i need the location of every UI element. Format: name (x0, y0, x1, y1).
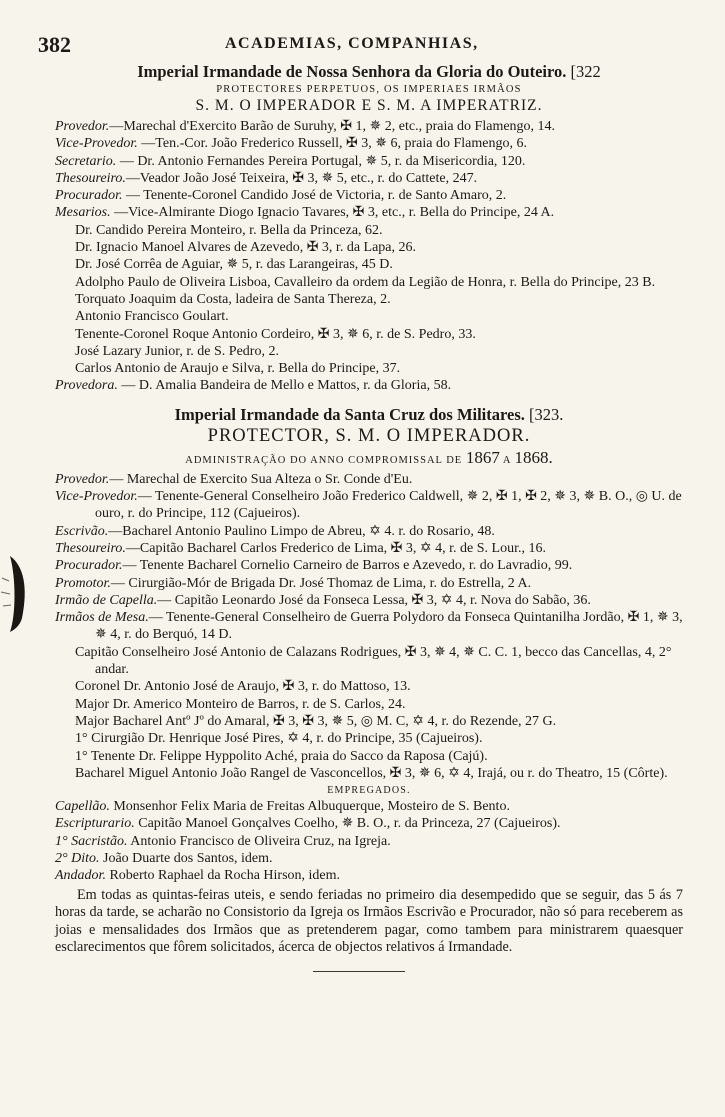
member-entry (55, 730, 683, 747)
entry-text: —Capitão Bacharel Carlos Frederico de Lima, ✠ 3, ✡ 4, r. de S. Lour., 16. (125, 540, 546, 556)
entry-text: —Vice-Almirante Diogo Ignacio Tavares, ✠ 3, etc., r. Bella do Principe, 24 A. (110, 205, 555, 221)
member-entry (55, 274, 683, 291)
employees-list (55, 798, 683, 884)
member-entry (55, 592, 683, 609)
entry-role: Thesoureiro. (55, 170, 126, 186)
entry-text: — Marechal de Exercito Sua Alteza o Sr. Conde d'Eu. (109, 471, 413, 487)
entry-text: Coronel Dr. Antonio José de Araujo, ✠ 3, r. do Mattoso, 13. (75, 679, 411, 695)
entry-text: João Duarte dos Santos, idem. (99, 850, 273, 866)
entry-text: Dr. Ignacio Manoel Alvares de Azevedo, ✠ 3, r. da Lapa, 26. (75, 240, 417, 256)
entry-text: —Ten.-Cor. João Frederico Russell, ✠ 3, ✵ 6, praia do Flamengo, 6. (137, 136, 527, 152)
entry-role: Secretario. (55, 153, 117, 169)
members-list (55, 471, 683, 782)
entry-text: — Tenente Bacharel Cornelio Carneiro de Barros e Azevedo, r. do Lavradio, 99. (122, 558, 573, 574)
entry-role: Promotor. (55, 575, 111, 591)
entry-text: — Tenente-General Conselheiro João Frederico Caldwell, ✵ 2, ✠ 1, ✠ 2, ✵ 3, ✵ B. O., ◎ U. de ouro, r. do Principe, 112 (Cajueiros). (95, 489, 682, 522)
entry-text: — Capitão Leonardo José da Fonseca Lessa, ✠ 3, ✡ 4, r. Nova do Sabão, 36. (157, 592, 591, 608)
entry-role: Andador. (55, 868, 106, 884)
member-entry (55, 187, 683, 204)
entry-text: Monsenhor Felix Maria de Freitas Albuquerque, Mosteiro de S. Bento. (109, 799, 510, 815)
entry-role: Provedor. (55, 471, 110, 487)
entry-role: 2° Dito. (55, 850, 100, 866)
employees-heading: EMPREGADOS. (327, 785, 411, 797)
entry-role: Provedor. (55, 119, 110, 134)
document-page (38, 32, 683, 972)
member-entry (55, 678, 683, 695)
entry-role: Procurador. (55, 558, 123, 574)
entry-text: — Cirurgião-Mór de Brigada Dr. José Thomaz de Lima, r. do Estrella, 2 A. (110, 575, 532, 591)
entry-text: — Tenente-General Conselheiro de Guerra Polydoro da Fonseca Quintanilha Jordão, ✠ 1, ✵ 3, ✵ 4, r. do Berquó, 14 D. (95, 610, 683, 643)
employee-entry (55, 833, 683, 850)
entry-text: Torquato Joaquim da Costa, ladeira de Santa Thereza, 2. (75, 291, 391, 307)
meeting-notice: Em todas as quintas-feiras uteis, e sendo feriadas no primeiro dia desempedido que se seguir, das 5 ás 7 horas da tarde, se acharão no Consistorio da Igreja os Irmãos Escrivão e Procurador, não só para receberem as joias e mensalidades dos Irmãos que as pretenderem pagar, como tambem para ministrarem quaesquer esclarecimentos que fôrem solicitados, ácerca de objectos relativos á Irmandade. (55, 886, 683, 956)
entry-text: 1° Cirurgião Dr. Henrique José Pires, ✡ 4, r. do Principe, 35 (Cajueiros). (75, 731, 483, 747)
administration-line: ADMINISTRAÇÃO DO ANNO COMPROMISSAL DE 1867 A 1868. (185, 447, 553, 467)
section-subtitle: PROTECTORES PERPETUOS, OS IMPERIAES IRMÃOS (216, 84, 522, 95)
entry-text: Carlos Antonio de Araujo e Silva, r. Bella do Principe, 37. (75, 361, 401, 377)
member-entry (55, 644, 683, 679)
entry-role: Escripturario. (55, 816, 135, 832)
member-entry (55, 239, 683, 256)
entry-text: Major Dr. Americo Monteiro de Barros, r. de S. Carlos, 24. (75, 696, 406, 712)
entry-text: Antonio Francisco Goulart. (75, 309, 229, 325)
entry-text: Major Bacharel Antº Jº do Amaral, ✠ 3, ✠ 3, ✵ 5, ◎ M. C, ✡ 4, r. do Rezende, 27 G. (75, 713, 557, 729)
section-protector: PROTECTOR, S. M. O IMPERADOR. (207, 425, 531, 446)
entry-text: Tenente-Coronel Roque Antonio Cordeiro, ✠ 3, ✵ 6, r. de S. Pedro, 33. (75, 326, 476, 342)
entry-role: Thesoureiro. (55, 540, 126, 556)
section-title: Imperial Irmandade de Nossa Senhora da Gloria do Outeiro. [322 (137, 62, 601, 81)
member-entry (55, 170, 683, 187)
entry-role: Provedora. (55, 378, 118, 394)
section-santa-cruz-militares (55, 405, 683, 972)
member-entry (55, 256, 683, 273)
entry-role: Irmão de Capella. (55, 592, 158, 608)
member-entry (55, 377, 683, 394)
page-header (38, 32, 683, 62)
member-entry (55, 575, 683, 592)
running-title: ACADEMIAS, COMPANHIAS, (225, 35, 479, 52)
binding-mark (0, 548, 34, 636)
entry-role: Capellão. (55, 799, 110, 815)
member-entry (55, 557, 683, 574)
member-entry (55, 540, 683, 557)
entry-role: Mesarios. (55, 205, 111, 221)
entry-role: Irmãos de Mesa. (55, 610, 149, 626)
entry-role: Vice-Provedor. (55, 489, 138, 505)
closing-rule (313, 971, 405, 972)
entry-text: — Dr. Antonio Fernandes Pereira Portugal, ✵ 5, r. da Misericordia, 120. (116, 153, 526, 169)
entry-text: Capitão Conselheiro José Antonio de Calazans Rodrigues, ✠ 3, ✵ 4, ✵ C. C. 1, becco das Cancellas, 4, 2° andar. (75, 644, 672, 678)
employee-entry (55, 850, 683, 867)
section-title: Imperial Irmandade da Santa Cruz dos Militares. [323. (174, 404, 564, 424)
member-entry (55, 204, 683, 221)
section-protectors: S. M. O IMPERADOR E S. M. A IMPERATRIZ. (195, 97, 543, 114)
employee-entry (55, 815, 683, 832)
member-entry (55, 765, 683, 782)
member-entry (55, 343, 683, 360)
entry-text: Bacharel Miguel Antonio João Rangel de Vasconcellos, ✠ 3, ✵ 6, ✡ 4, Irajá, ou r. do Theatro, 15 (Côrte). (75, 765, 668, 781)
entry-text: Dr. José Corrêa de Aguiar, ✵ 5, r. das Larangeiras, 45 D. (75, 257, 393, 273)
entry-text: José Lazary Junior, r. de S. Pedro, 2. (75, 343, 279, 359)
entry-role: 1° Sacristão. (55, 833, 128, 849)
member-entry (55, 609, 683, 644)
member-entry (55, 326, 683, 343)
entry-text: —Veador João José Teixeira, ✠ 3, ✵ 5, etc., r. do Cattete, 247. (125, 170, 478, 186)
entry-text: — D. Amalia Bandeira de Mello e Mattos, r. da Gloria, 58. (117, 378, 452, 394)
entry-text: Antonio Francisco de Oliveira Cruz, na Igreja. (127, 833, 391, 849)
member-entry (55, 748, 683, 765)
section-gloria-outeiro (55, 62, 683, 395)
entry-text: —Marechal d'Exercito Barão de Suruhy, ✠ 1, ✵ 2, etc., praia do Flamengo, 14. (109, 119, 556, 134)
member-entry (55, 360, 683, 377)
employee-entry (55, 798, 683, 815)
entry-text: — Tenente-Coronel Candido José de Victoria, r. de Santo Amaro, 2. (122, 188, 507, 204)
member-entry (55, 488, 683, 523)
member-entry (55, 135, 683, 152)
member-entry (55, 471, 683, 488)
entry-role: Procurador. (55, 188, 123, 204)
member-entry (55, 118, 683, 135)
entry-role: Escrivão. (55, 523, 109, 539)
entry-text: Adolpho Paulo de Oliveira Lisboa, Cavalleiro da ordem da Legião de Honra, r. Bella do Principe, 23 B. (75, 274, 656, 290)
member-entry (55, 291, 683, 308)
entry-role: Vice-Provedor. (55, 136, 138, 152)
member-entry (55, 153, 683, 170)
entry-text: Dr. Candido Pereira Monteiro, r. Bella da Princeza, 62. (75, 222, 383, 238)
member-entry (55, 696, 683, 713)
member-entry (55, 713, 683, 730)
member-entry (55, 308, 683, 325)
page-number: 382 (38, 32, 71, 57)
employee-entry (55, 867, 683, 884)
entry-text: Roberto Raphael da Rocha Hirson, idem. (105, 868, 341, 884)
entry-text: Capitão Manoel Gonçalves Coelho, ✵ B. O., r. da Princeza, 27 (Cajueiros). (134, 816, 561, 832)
members-list (55, 118, 683, 395)
entry-text: —Bacharel Antonio Paulino Limpo de Abreu, ✡ 4. r. do Rosario, 48. (108, 523, 495, 539)
member-entry (55, 523, 683, 540)
member-entry (55, 222, 683, 239)
entry-text: 1° Tenente Dr. Felippe Hyppolito Aché, praia do Sacco da Raposa (Cajú). (75, 748, 488, 764)
